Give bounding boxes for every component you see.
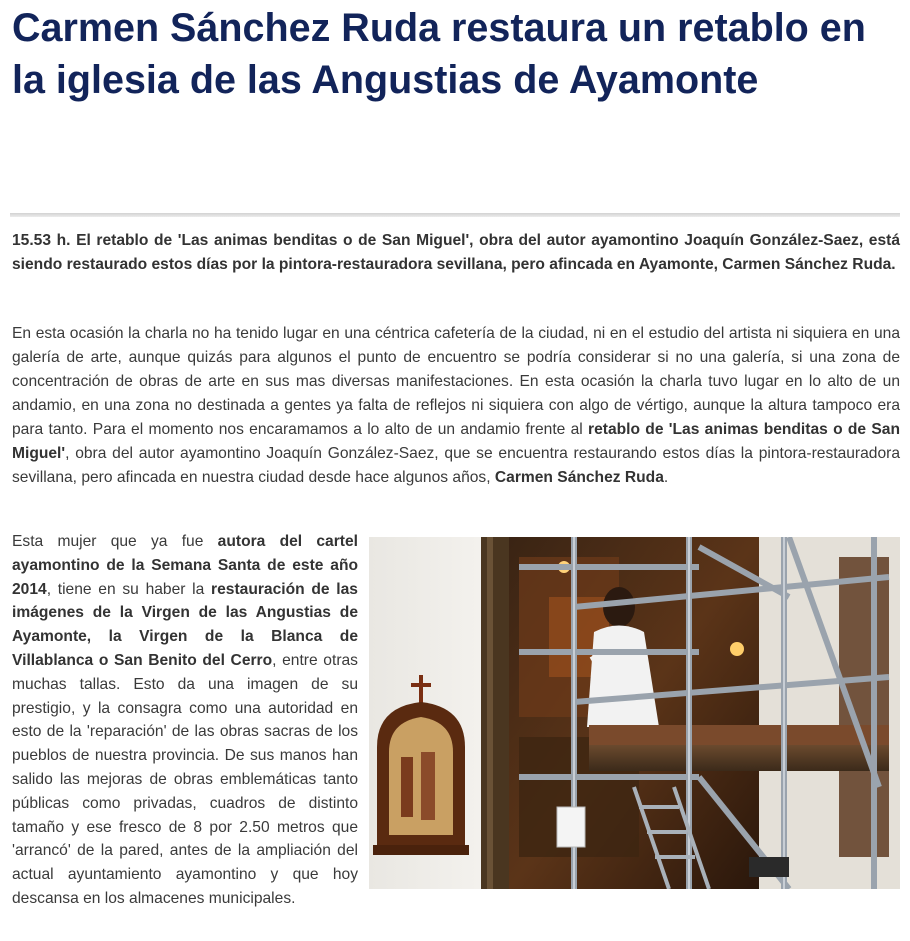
lead-text: El retablo de 'Las animas benditas o de San Miguel', obra del autor ayamontino Joaquín González-Saez, está siendo restaurado estos días por la pintora-restauradora sevillana, pero afincada en Ayamonte, Carmen Sánchez Ruda. bbox=[12, 232, 900, 273]
divider bbox=[10, 213, 900, 217]
paragraph-2-text-2: , tiene en su haber la bbox=[46, 580, 212, 598]
paragraph-2 bbox=[12, 530, 358, 911]
paragraph-2-text-3: , entre otras muchas tallas. Esto da una imagen de su prestigio, y la consagra como una autoridad en esto de la 'reparación' de las obras sacras de los pueblos de nuestra provincia. De sus manos han salido las mejoras de obras emblemáticas tanto públicas como privadas, cuadros de distinto tamaño y ese fresco de 8 por 2.50 metros que 'arrancó' de la pared, antes de la ampliación del actual ayuntamiento ayamontino y que hoy descansa en los almacenes municipales. bbox=[12, 651, 358, 907]
lead-time: 15.53 h. bbox=[12, 232, 71, 249]
restoration-scaffold-photo bbox=[369, 537, 900, 889]
paragraph-2-bold-restauracion: restauración de las imágenes de la Virgen de las Angustias de Ayamonte, la Virgen de la Blanca de Villablanca o San Benito del Cerro bbox=[12, 580, 358, 669]
paragraph-1-bold-retablo: retablo de 'Las animas benditas o de San Miguel' bbox=[12, 421, 900, 462]
article-lead bbox=[12, 229, 900, 277]
paragraph-1 bbox=[12, 322, 900, 490]
paragraph-2-text: Esta mujer que ya fue bbox=[12, 533, 218, 550]
paragraph-2-bold-cartel: autora del cartel ayamontino de la Semana Santa de este año 2014 bbox=[12, 533, 358, 598]
paragraph-1-end: . bbox=[663, 469, 669, 486]
article-title: Carmen Sánchez Ruda restaura un retablo en la iglesia de las Angustias de Ayamonte bbox=[12, 6, 866, 102]
paragraph-1-text-2: , obra del autor ayamontino Joaquín González-Saez, que se encuentra restaurando estos días la pintora-restauradora sevillana, pero afincada en nuestra ciudad desde hace algunos años, bbox=[12, 445, 900, 486]
paragraph-1-bold-name: Carmen Sánchez Ruda bbox=[494, 469, 664, 486]
article-photo bbox=[369, 537, 900, 889]
paragraph-1-text: En esta ocasión la charla no ha tenido lugar en una céntrica cafetería de la ciudad, ni en el estudio del artista ni siquiera en una galería de arte, aunque quizás para algunos el punto de encuentro se podría considerar si no una galería, si una zona de concentración de obras de arte en sus mas diversas manifestaciones. En esta ocasión la charla tuvo lugar en lo alto de un andamio, en una zona no destinada a gentes ya falta de reflejos ni siquiera con algo de vértigo, aunque la altura tampoco era para tanto. Para el momento nos encaramamos a lo alto de un andamio frente al bbox=[12, 325, 900, 438]
